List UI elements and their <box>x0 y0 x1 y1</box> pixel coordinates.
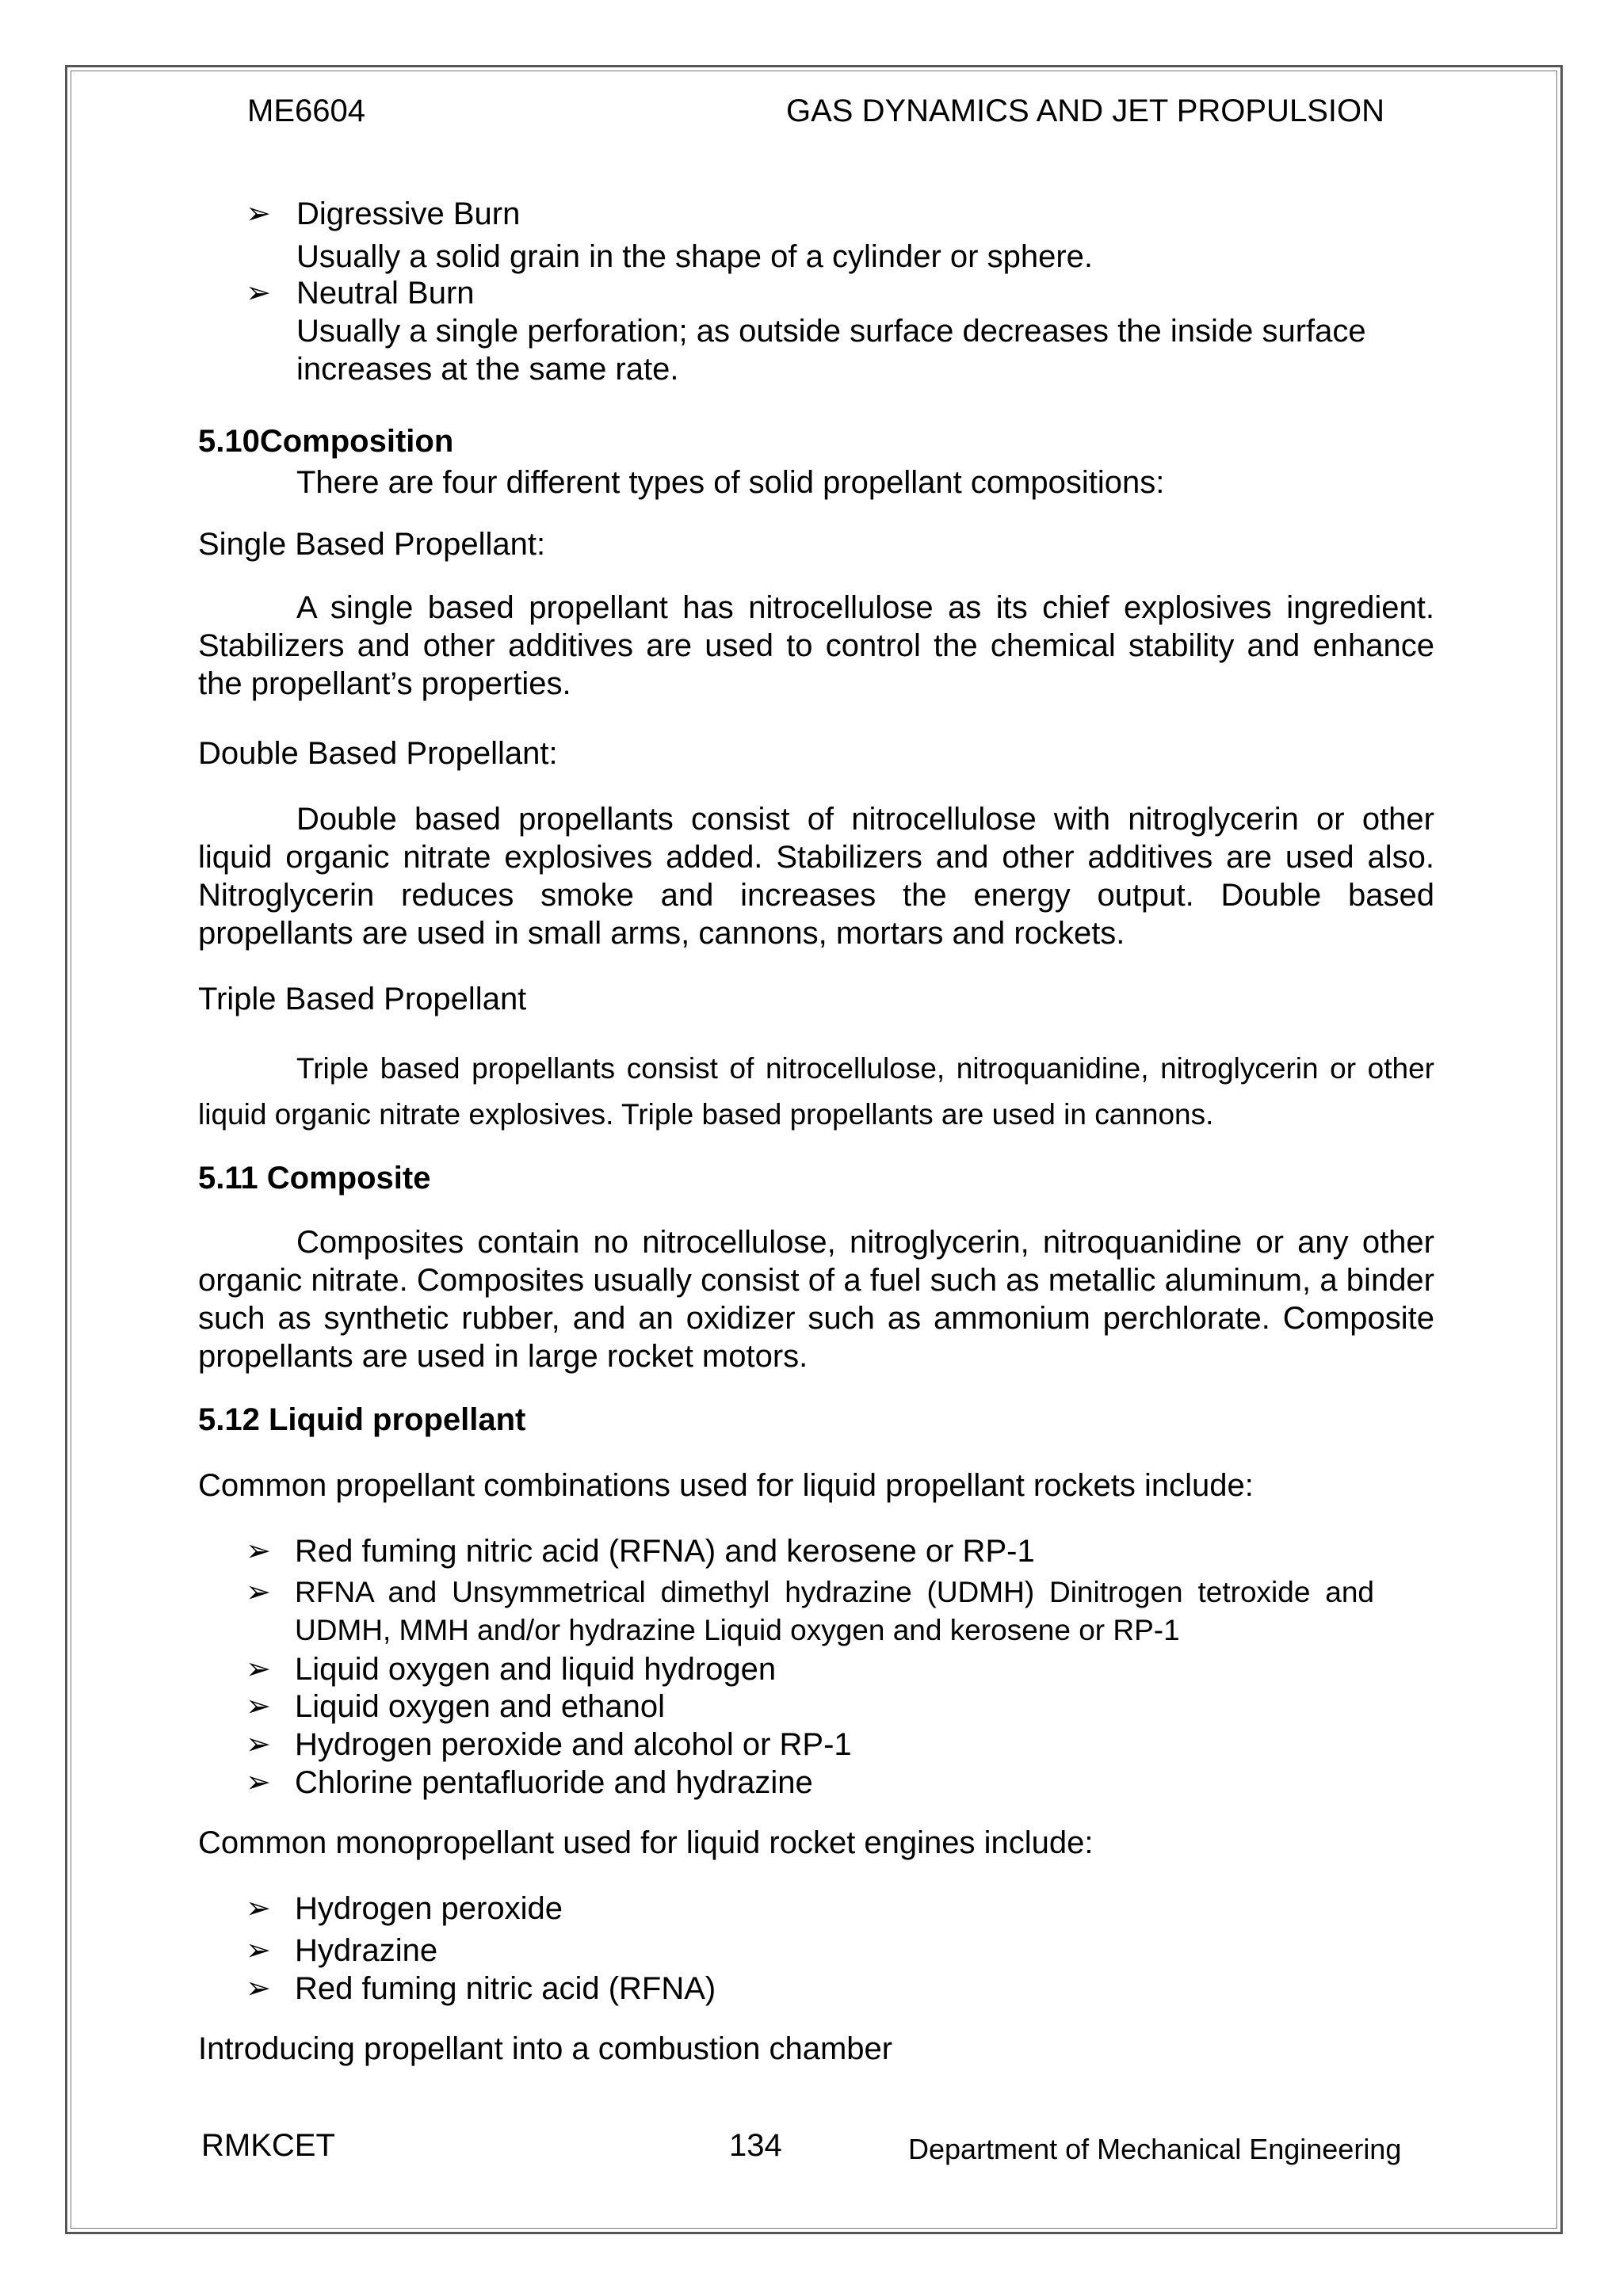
combo-item: Liquid oxygen and ethanol <box>295 1689 666 1724</box>
bullet-arrow-icon: ➢ <box>246 1653 271 1686</box>
burn-digressive-label: Digressive Burn <box>296 196 521 231</box>
bullet-arrow-icon: ➢ <box>246 1690 271 1723</box>
burn-neutral-desc-line1: Usually a single perforation; as outside surface decreases the inside surface <box>296 314 1366 349</box>
single-based-title: Single Based Propellant: <box>198 527 546 562</box>
closing-line: Introducing propellant into a combustion chamber <box>198 2031 893 2066</box>
footer-department: Department of Mechanical Engineering <box>908 2133 1402 2165</box>
combo-item: RFNA and Unsymmetrical dimethyl hydrazine (UDMH) Dinitrogen tetroxide and UDMH, MMH and/or hydrazine Liquid oxygen and kerosene or RP-1 <box>295 1576 1374 1646</box>
header-course-title: GAS DYNAMICS AND JET PROPULSION <box>786 93 1384 128</box>
bullet-arrow-icon: ➢ <box>246 1766 271 1799</box>
composite-text: Composites contain no nitrocellulose, nitroglycerin, nitroquanidine or any other organic nitrate. Composites usually consist of a fuel such as metallic aluminum, a binder such as synthetic rubber, and an oxidizer such as ammonium perchlorate. Composite propellants are used in large rocket motors. <box>198 1225 1434 1374</box>
double-based-title: Double Based Propellant: <box>198 736 558 771</box>
mono-intro: Common monopropellant used for liquid rocket engines include: <box>198 1825 1094 1860</box>
section-heading-composition: 5.10Composition <box>198 424 454 459</box>
burn-neutral-label: Neutral Burn <box>296 276 475 311</box>
combo-item: Hydrogen peroxide and alcohol or RP-1 <box>295 1727 852 1762</box>
triple-based-title: Triple Based Propellant <box>198 982 527 1016</box>
section-heading-liquid-propellant: 5.12 Liquid propellant <box>198 1402 526 1437</box>
bullet-arrow-icon: ➢ <box>246 1576 271 1609</box>
page-border-inner <box>71 71 1557 2229</box>
combo-item: Liquid oxygen and liquid hydrogen <box>295 1652 777 1687</box>
bullet-arrow-icon: ➢ <box>246 1728 271 1761</box>
bullet-arrow-icon: ➢ <box>246 1934 271 1967</box>
bullet-arrow-icon: ➢ <box>246 1535 271 1568</box>
burn-digressive-desc: Usually a solid grain in the shape of a cylinder or sphere. <box>296 239 1093 274</box>
liquid-combos-intro: Common propellant combinations used for liquid propellant rockets include: <box>198 1468 1254 1503</box>
bullet-arrow-icon: ➢ <box>246 1892 271 1925</box>
double-based-paragraph <box>198 800 1434 952</box>
burn-neutral-desc-line2: increases at the same rate. <box>296 352 679 387</box>
bullet-arrow-icon: ➢ <box>246 277 271 310</box>
composition-intro: There are four different types of solid propellant compositions: <box>296 465 1165 500</box>
triple-based-text: Triple based propellants consist of nitrocellulose, nitroquanidine, nitroglycerin or other liquid organic nitrate explosives. Triple based propellants are used in cannons. <box>198 1052 1434 1131</box>
combo-item: Chlorine pentafluoride and hydrazine <box>295 1765 813 1800</box>
footer-institution: RMKCET <box>201 2128 335 2163</box>
combo-item: Red fuming nitric acid (RFNA) and kerosene or RP-1 <box>295 1534 1035 1569</box>
single-based-text: A single based propellant has nitrocellulose as its chief explosives ingredient. Stabilizers and other additives are used to control the chemical stability and enhance the propellant’s properties. <box>198 590 1434 701</box>
section-heading-composite: 5.11 Composite <box>198 1161 431 1196</box>
footer-page-number: 134 <box>729 2128 782 2163</box>
triple-based-paragraph <box>198 1046 1434 1138</box>
bullet-arrow-icon: ➢ <box>246 1972 271 2005</box>
mono-item: Hydrazine <box>295 1933 438 1968</box>
composite-paragraph <box>198 1223 1434 1375</box>
bullet-arrow-icon: ➢ <box>246 197 271 231</box>
double-based-text: Double based propellants consist of nitrocellulose with nitroglycerin or other liquid organic nitrate explosives added. Stabilizers and other additives are used also. Nitroglycerin reduces smoke and increases the energy output. Double based propellants are used in small arms, cannons, mortars and rockets. <box>198 802 1434 951</box>
mono-item: Hydrogen peroxide <box>295 1891 563 1926</box>
single-based-paragraph <box>198 589 1434 703</box>
header-course-code: ME6604 <box>247 93 365 128</box>
mono-item: Red fuming nitric acid (RFNA) <box>295 1971 716 2006</box>
